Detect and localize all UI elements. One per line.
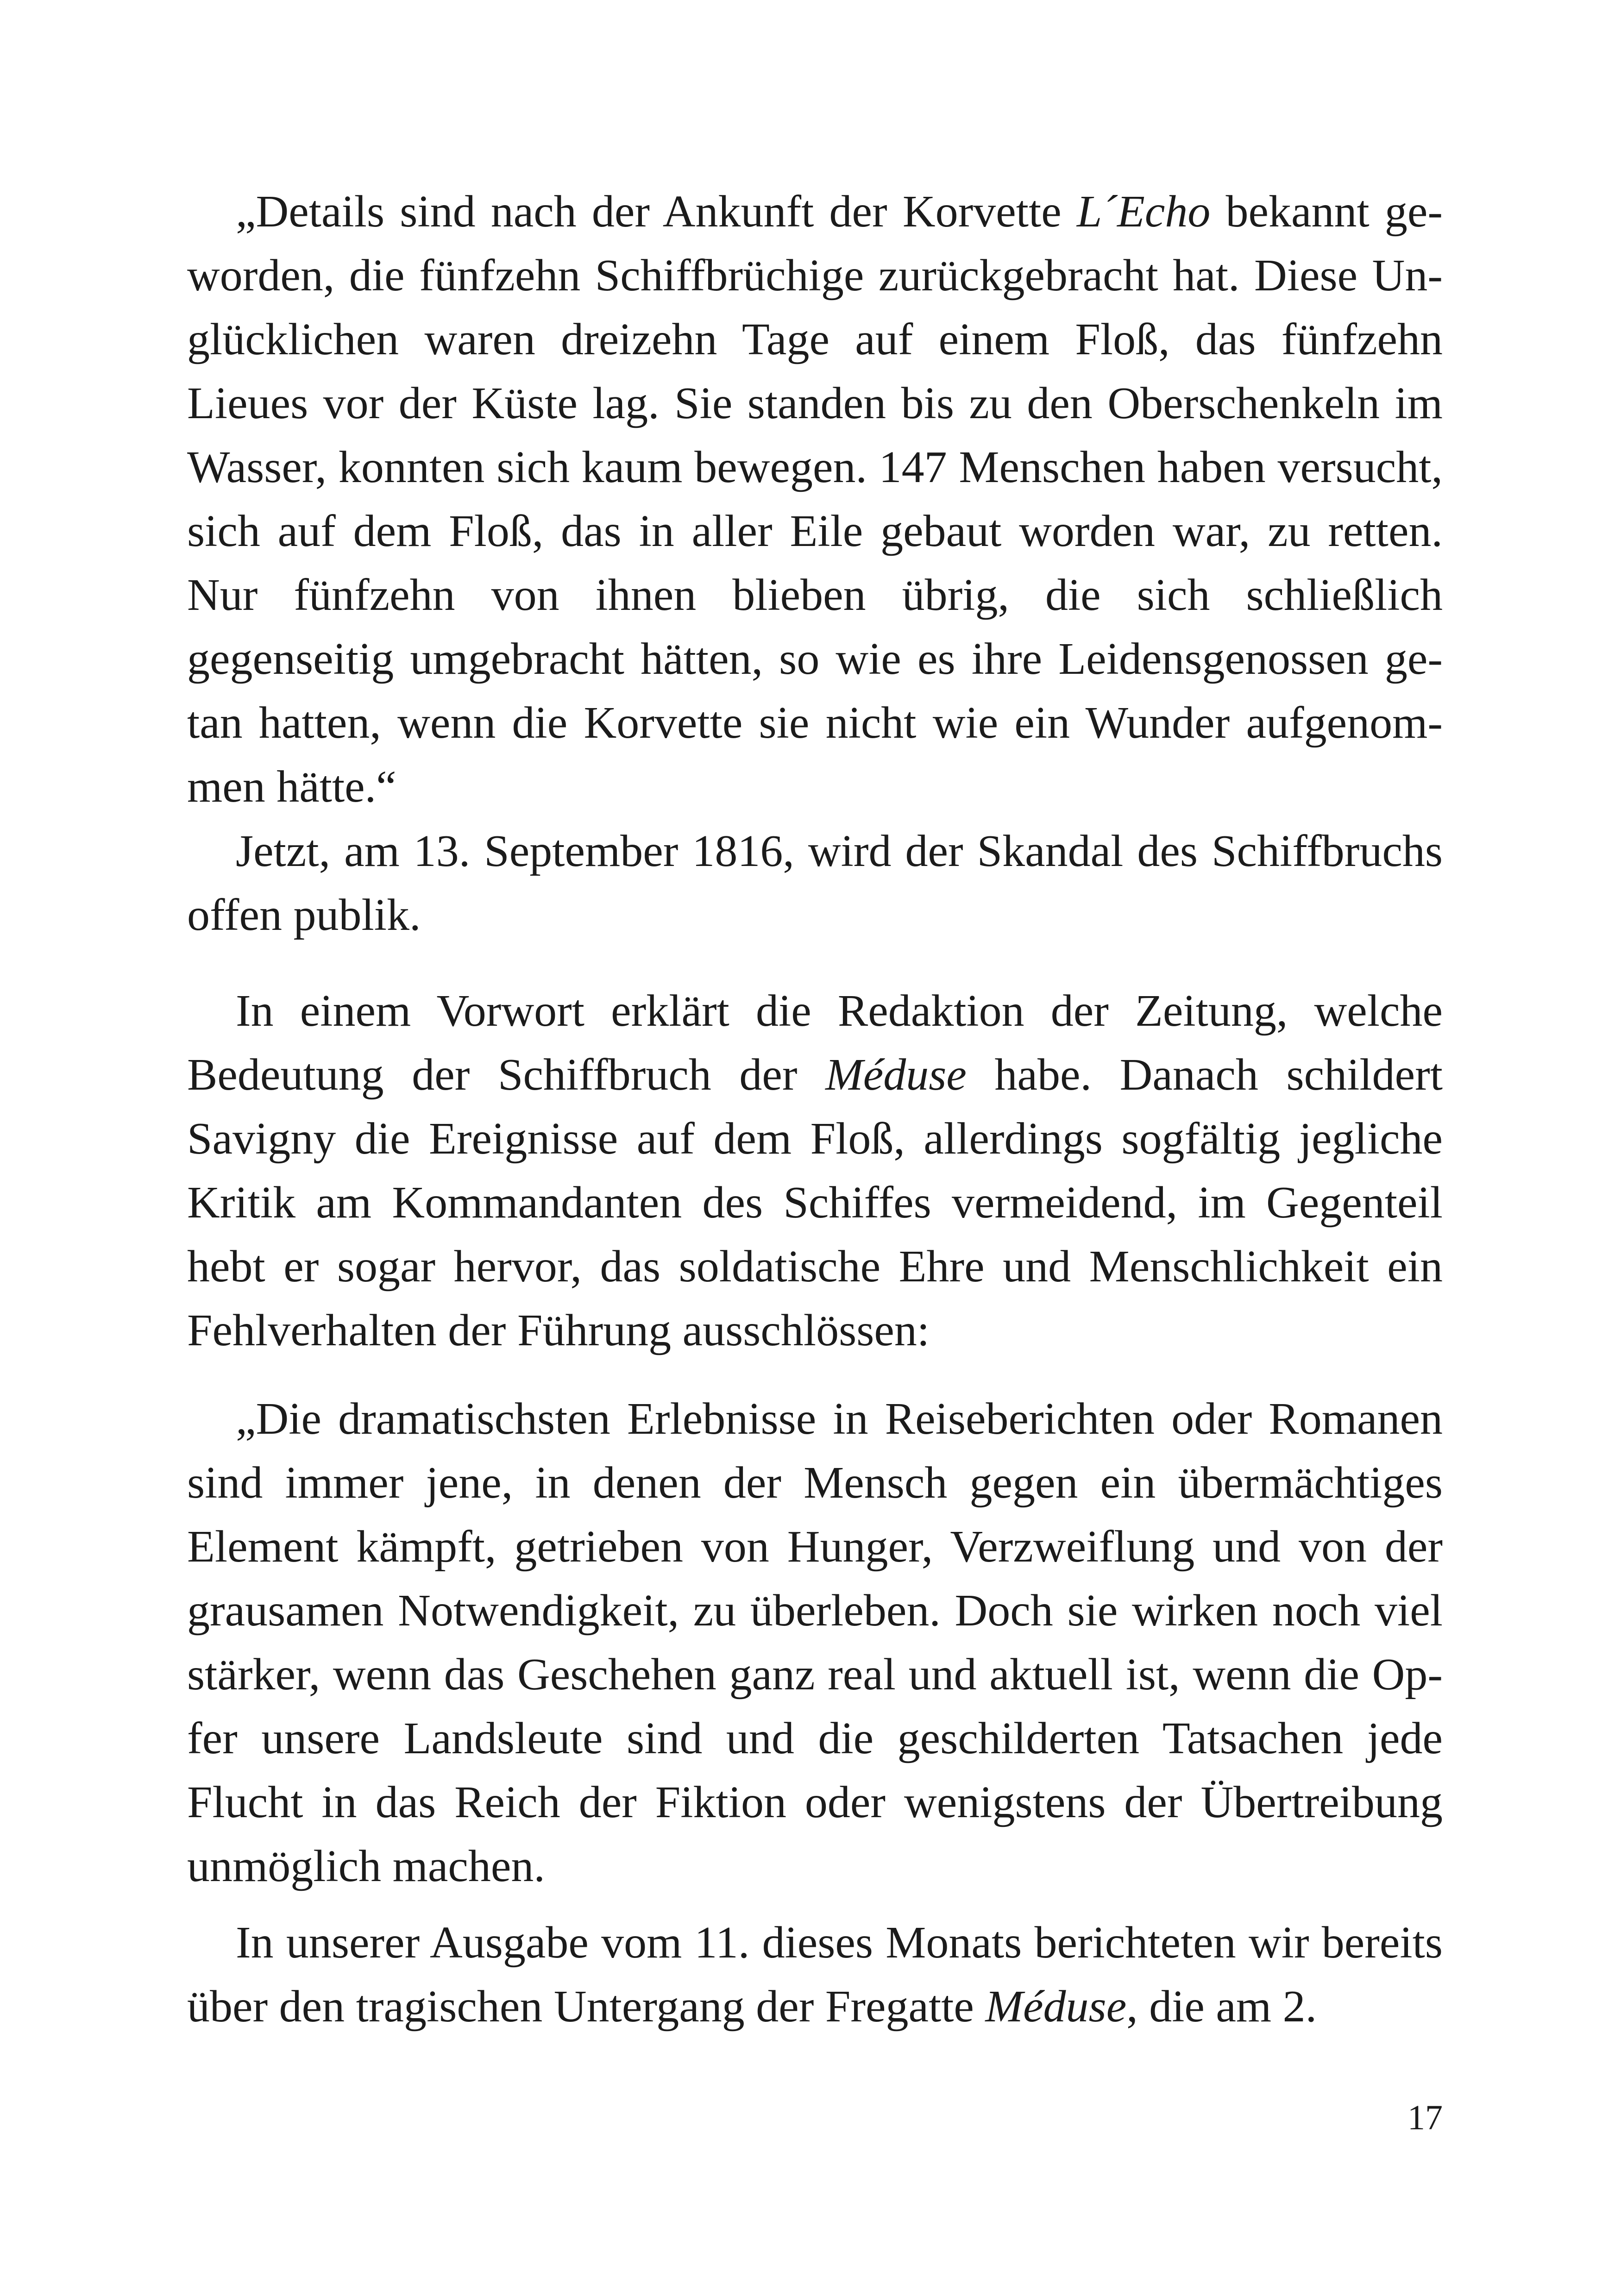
paragraph-text <box>187 1911 1443 2039</box>
text-run: bekannt geworden, die fünfzehn Schiffbrüchige zurückgebracht hat. Diese Unglücklichen waren dreizehn Tage auf einem Floß, das fünfzehn Lieues vor der Küste lag. Sie standen bis zu den Oberschenkeln im Wasser, konnten sich kaum bewegen. 147 Menschen haben versucht, sich auf dem Floß, das in aller Eile gebaut worden war, zu retten. Nur fünfzehn von ihnen blieben übrig, die sich schließlich gegenseitig umgebracht hätten, so wie es ihre Leidensgenossen getan hatten, wenn die Korvette sie nicht wie ein Wunder aufgenommen hätte.“ <box>187 187 1443 812</box>
paragraph-edition <box>187 1911 1443 2039</box>
paragraph-echo-quote <box>187 180 1443 819</box>
paragraph-text <box>187 819 1443 947</box>
ship-name-meduse: Méduse <box>985 1982 1127 2032</box>
text-run: habe. Danach schildert Savigny die Ereignisse auf dem Floß, allerdings sogfältig jegliche Kritik am Kommandanten des Schiffes vermeidend, im Gegenteil hebt er sogar hervor, das soldatische Ehre und Menschlichkeit ein Fehlverhalten der Führung ausschlössen: <box>187 1050 1443 1355</box>
text-run: „Die dramatischsten Erlebnisse in Reiseberichten oder Romanen sind immer jene, in denen der Mensch gegen ein übermächtiges Element kämpft, getrieben von Hunger, Verzweiflung und von der grausamen Notwendigkeit, zu überleben. Doch sie wirken noch viel stärker, wenn das Geschehen ganz real und aktuell ist, wenn die Opfer unsere Landsleute sind und die geschilderten Tatsachen jede Flucht in das Reich der Fiktion oder wenigstens der Übertreibung unmöglich machen. <box>187 1394 1443 1891</box>
text-run: Jetzt, am 13. September 1816, wird der Skandal des Schiffbruchs offen publik. <box>187 826 1443 940</box>
paragraph-text <box>187 1387 1443 1898</box>
text-run: „Details sind nach der Ankunft der Korvette <box>236 187 1077 237</box>
page-number: 17 <box>1407 2098 1443 2137</box>
text-run: , die am 2. <box>1126 1982 1317 2032</box>
paragraph-dramatic-quote <box>187 1387 1443 1898</box>
paragraph-text <box>187 979 1443 1362</box>
ship-name-meduse: Méduse <box>825 1050 967 1100</box>
text-run: In einem Vorwort erklärt die Redaktion der Zeitung, welche Bedeutung der Schiffbruch der <box>187 986 1443 1100</box>
paragraph-scandal <box>187 819 1443 947</box>
text-run: In unserer Ausgabe vom 11. dieses Monats berichteten wir bereits über den tragischen Untergang der Fregatte <box>187 1918 1443 2032</box>
paragraph-text <box>187 180 1443 819</box>
paragraph-foreword <box>187 979 1443 1362</box>
ship-name-echo: L´Echo <box>1076 187 1211 237</box>
